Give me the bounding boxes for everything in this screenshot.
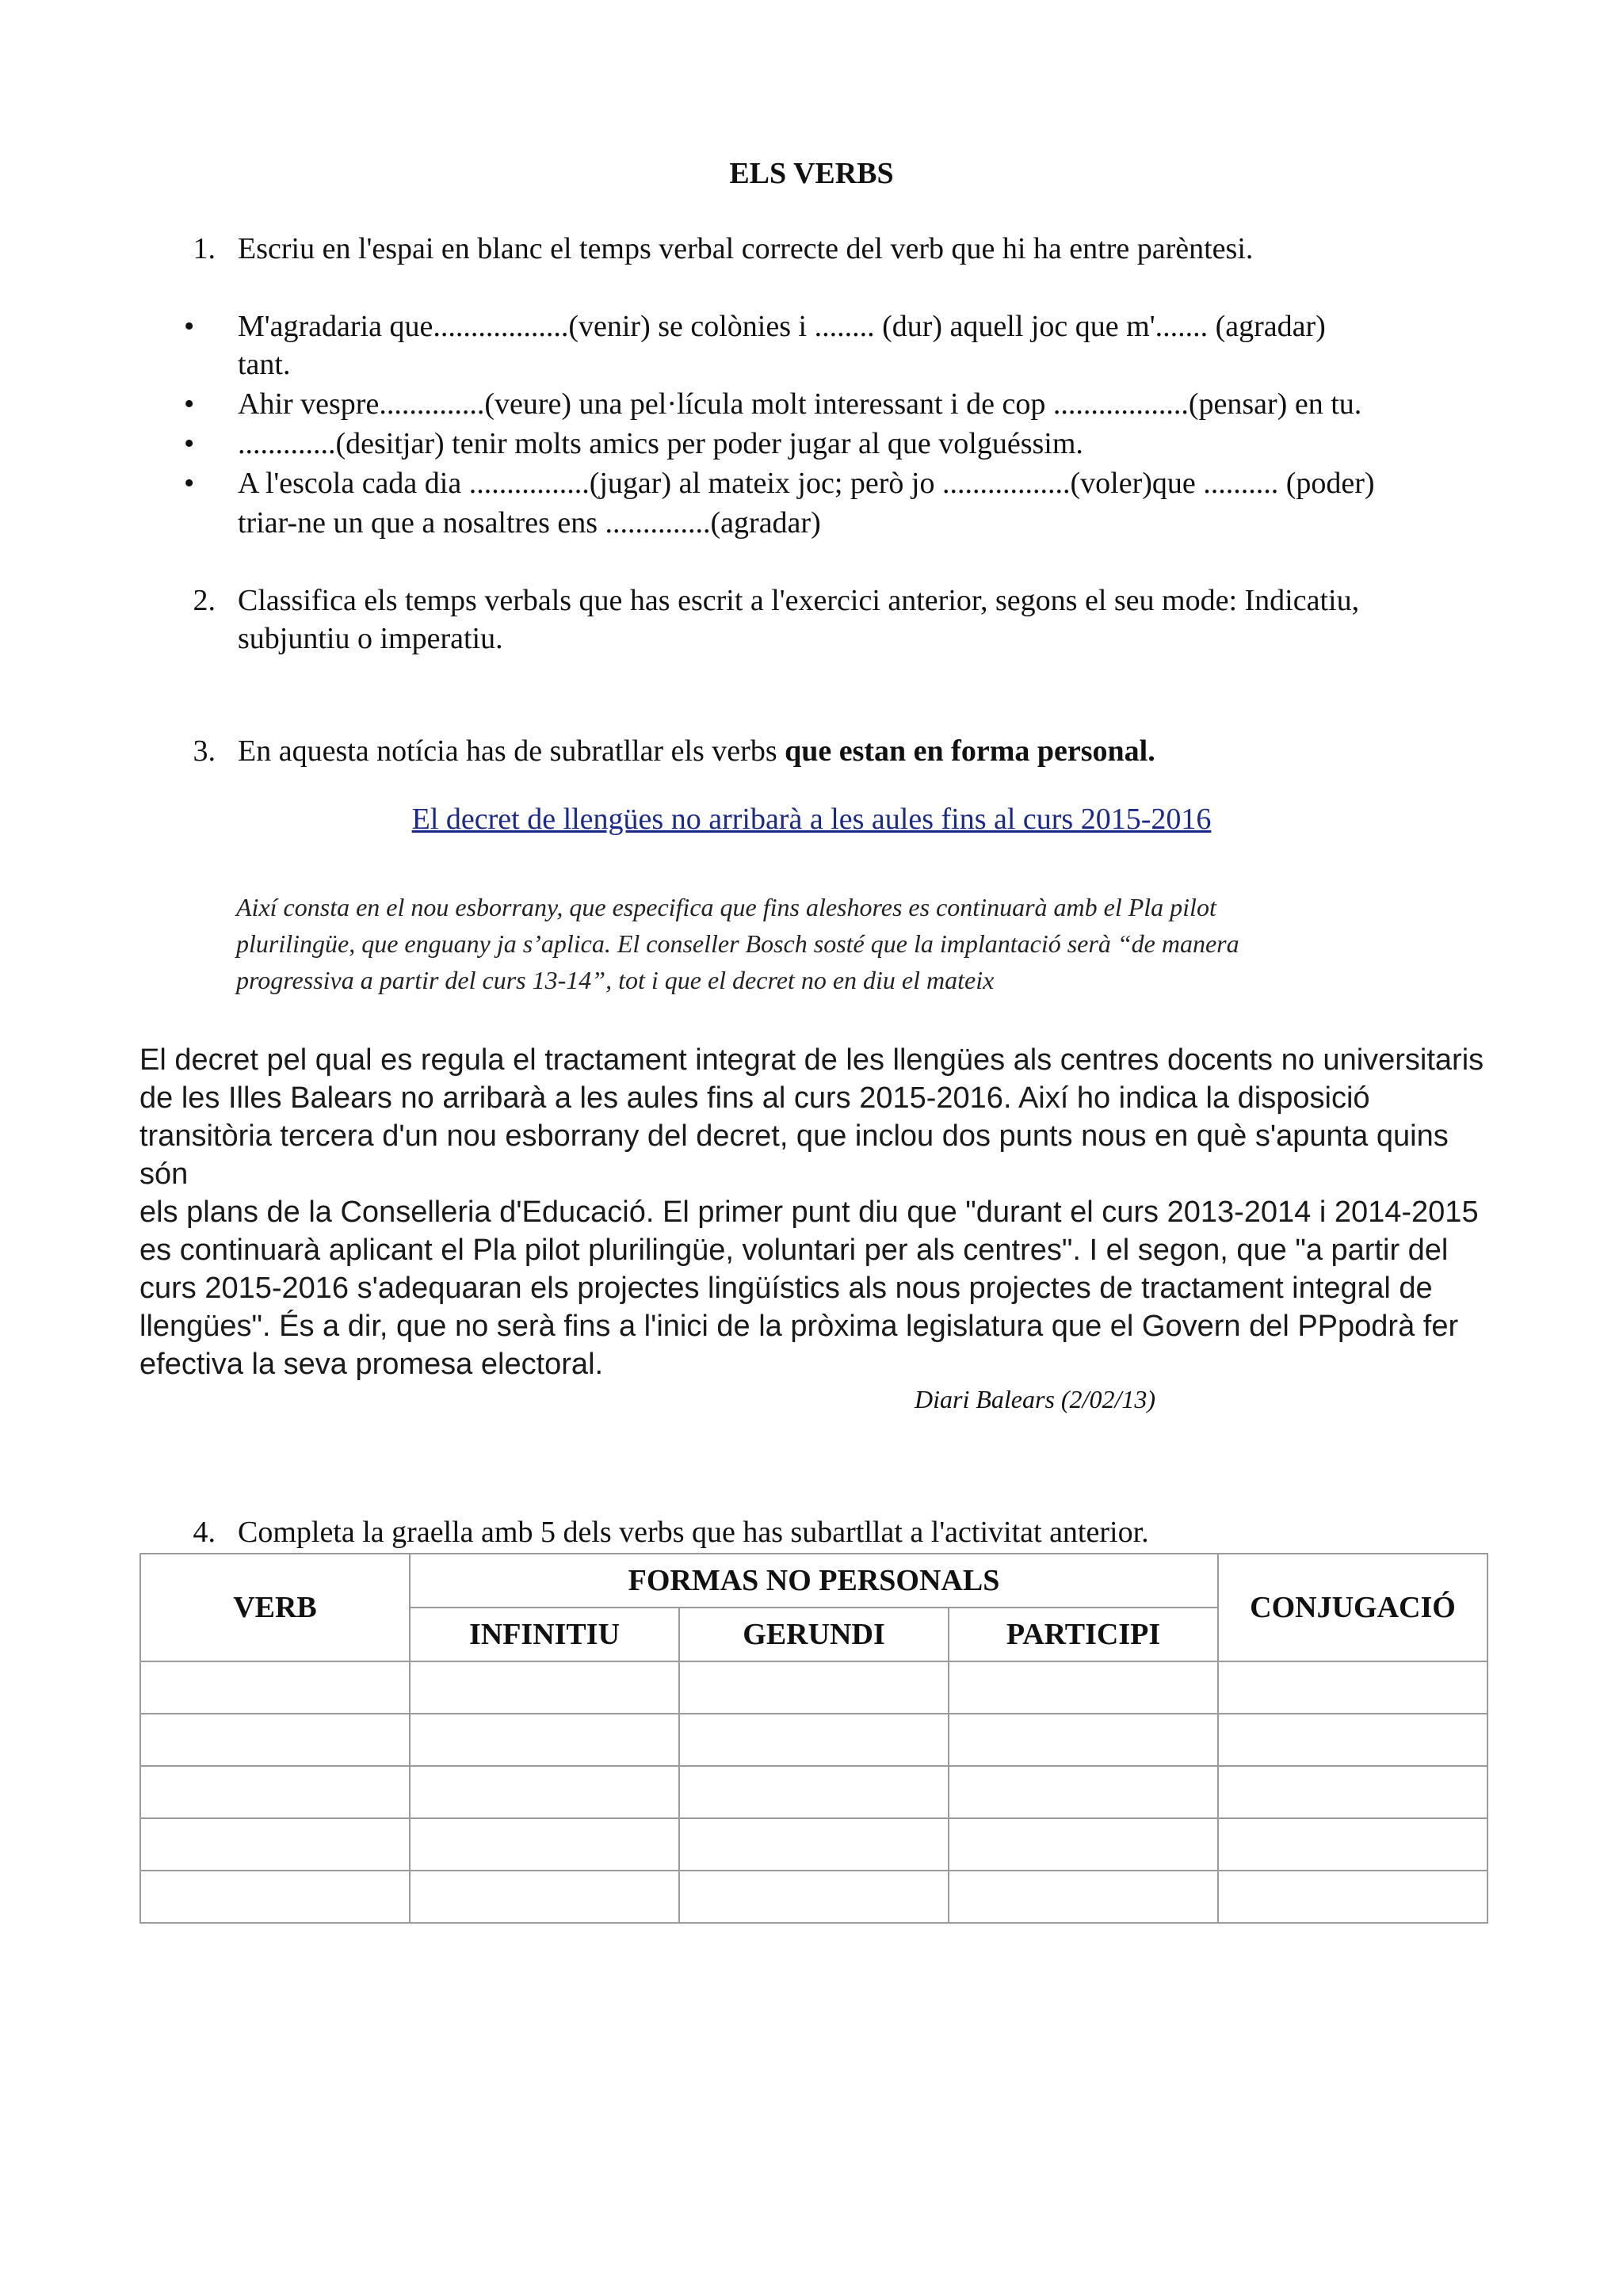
question-4-number: 4. [193, 1516, 216, 1549]
news-body-line: El decret pel qual es regula el tractament integrat de les llengües als centres docents no universitaris [139, 1043, 1484, 1077]
news-lead-line: Així consta en el nou esborrany, que especifica que fins aleshores es continuarà amb el Pla pilot [236, 893, 1216, 921]
header-verb: VERB [140, 1554, 410, 1661]
table-cell[interactable] [1218, 1766, 1487, 1818]
question-3-text-plain: En aquesta notícia has de subratllar els verbs [238, 734, 785, 768]
table-cell[interactable] [679, 1766, 949, 1818]
table-cell[interactable] [949, 1766, 1218, 1818]
page-title: ELS VERBS [729, 157, 894, 190]
table-cell[interactable] [410, 1766, 679, 1818]
table-cell[interactable] [140, 1871, 410, 1923]
list-item-line: tant. [238, 348, 291, 381]
list-item-line: A l'escola cada dia ................(jugar) al mateix joc; però jo .................(voler)que .......... (poder) [238, 467, 1375, 500]
table-row [140, 1871, 1487, 1923]
news-body-line: llengües". És a dir, que no serà fins a l'inici de la pròxima legislatura que el Govern del PPpodrà fer [139, 1310, 1459, 1343]
table-cell[interactable] [410, 1818, 679, 1871]
question-1-number: 1. [193, 232, 216, 265]
table-row [140, 1818, 1487, 1871]
table-row [140, 1766, 1487, 1818]
question-1-text: Escriu en l'espai en blanc el temps verbal correcte del verb que hi ha entre parèntesi. [238, 232, 1254, 265]
header-participi: PARTICIPI [949, 1608, 1218, 1661]
header-gerundi: GERUNDI [679, 1608, 949, 1661]
bullet-icon: • [184, 310, 195, 343]
table-cell[interactable] [679, 1871, 949, 1923]
header-conjugacio: CONJUGACIÓ [1218, 1554, 1487, 1661]
news-headline-link[interactable]: El decret de llengües no arribarà a les aules fins al curs 2015-2016 [411, 803, 1212, 836]
news-body-line: efectiva la seva promesa electoral. [139, 1348, 604, 1381]
question-3-number: 3. [193, 734, 216, 768]
table-cell[interactable] [140, 1766, 410, 1818]
table-cell[interactable] [679, 1714, 949, 1766]
question-4-text: Completa la graella amb 5 dels verbs que has subartllat a l'activitat anterior. [238, 1516, 1149, 1549]
header-non-personal-forms: FORMAS NO PERSONALS [410, 1554, 1218, 1608]
table-cell[interactable] [679, 1661, 949, 1714]
table-cell[interactable] [410, 1714, 679, 1766]
table-cell[interactable] [140, 1818, 410, 1871]
news-body-line: els plans de la Conselleria d'Educació. El primer punt diu que "durant el curs 2013-2014 i 2014-2015 [139, 1196, 1479, 1229]
table-cell[interactable] [1218, 1871, 1487, 1923]
list-item-line: .............(desitjar) tenir molts amics per poder jugar al que volguéssim. [238, 427, 1083, 460]
table-cell[interactable] [410, 1661, 679, 1714]
table-row [140, 1714, 1487, 1766]
bullet-icon: • [184, 387, 195, 421]
list-item-line: triar-ne un que a nosaltres ens ..............(agradar) [238, 506, 821, 540]
question-2-text: subjuntiu o imperatiu. [238, 622, 503, 655]
table-cell[interactable] [949, 1871, 1218, 1923]
question-2-text: Classifica els temps verbals que has escrit a l'exercici anterior, segons el seu mode: Indicatiu, [238, 584, 1360, 617]
table-cell[interactable] [1218, 1818, 1487, 1871]
header-infinitiu: INFINITIU [410, 1608, 679, 1661]
bullet-icon: • [184, 427, 195, 460]
news-body [139, 1041, 1495, 1383]
news-lead-line: plurilingüe, que enguany ja s’aplica. El conseller Bosch sosté que la implantació serà “de manera [236, 929, 1239, 958]
news-body-line: de les Illes Balears no arribarà a les aules fins al curs 2015-2016. Així ho indica la disposició [139, 1081, 1370, 1115]
news-lead [236, 889, 1441, 998]
news-body-line: es continuarà aplicant el Pla pilot plurilingüe, voluntari per als centres". I el segon, que "a partir del [139, 1234, 1449, 1267]
question-3-text [238, 732, 1155, 770]
table-cell[interactable] [410, 1871, 679, 1923]
list-item-line: Ahir vespre..............(veure) una pel·lícula molt interessant i de cop ..................(pensar) en tu. [238, 387, 1362, 421]
news-body-line: curs 2015-2016 s'adequaran els projectes lingüístics als nous projectes de tractament integral de [139, 1272, 1433, 1305]
news-lead-line: progressiva a partir del curs 13-14”, tot i que el decret no en diu el mateix [236, 966, 995, 994]
table-cell[interactable] [679, 1818, 949, 1871]
bullet-icon: • [184, 467, 195, 500]
table-cell[interactable] [140, 1661, 410, 1714]
question-3-text-bold: que estan en forma personal. [785, 734, 1155, 768]
table-cell[interactable] [1218, 1661, 1487, 1714]
news-source: Diari Balears (2/02/13) [915, 1385, 1155, 1413]
table-cell[interactable] [949, 1661, 1218, 1714]
news-body-line: transitòria tercera d'un nou esborrany del decret, que inclou dos punts nous en què s'apunta quins són [139, 1119, 1449, 1191]
table-header-row [140, 1554, 1487, 1608]
question-2-number: 2. [193, 584, 216, 617]
list-item-line: M'agradaria que..................(venir) se colònies i ........ (dur) aquell joc que m'....... (agradar) [238, 310, 1326, 343]
table-row [140, 1661, 1487, 1714]
table-cell[interactable] [1218, 1714, 1487, 1766]
table-cell[interactable] [140, 1714, 410, 1766]
table-cell[interactable] [949, 1818, 1218, 1871]
table-cell[interactable] [949, 1714, 1218, 1766]
verb-table [139, 1553, 1488, 1924]
